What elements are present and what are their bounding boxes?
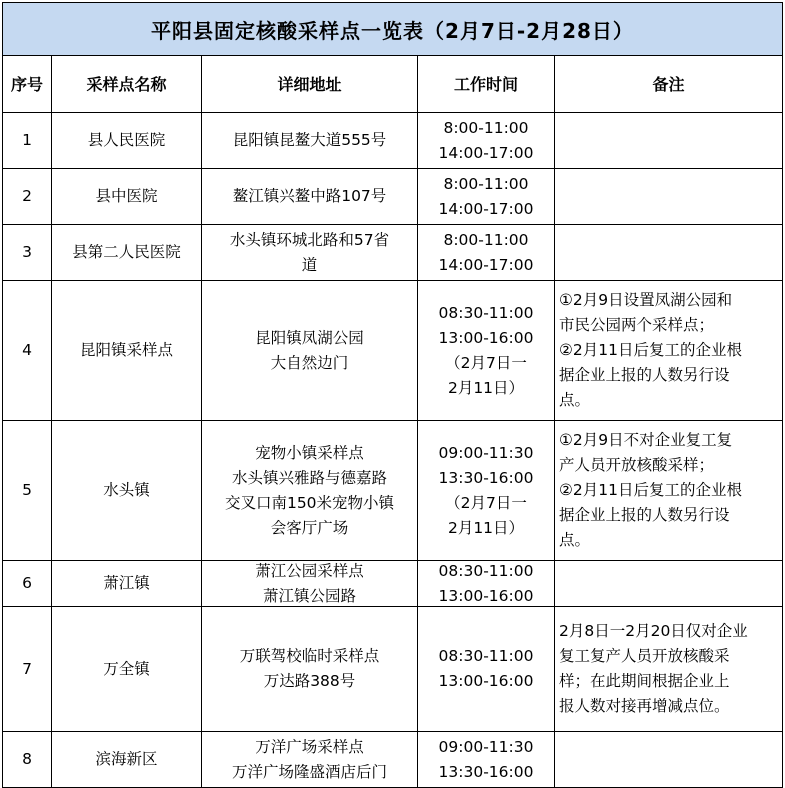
note-line: 产人员开放核酸采样；: [559, 456, 715, 474]
address-line: 万洋广场采样点: [255, 737, 364, 756]
note-line: 市民公园两个采样点；: [559, 316, 715, 334]
address-line: 萧江公园采样点: [255, 561, 364, 580]
site-notes: [555, 113, 783, 169]
address-line: 万洋广场隆盛酒店后门: [231, 762, 387, 781]
note-line: ①2月9日不对企业复工复: [559, 431, 733, 449]
work-hours: [418, 421, 555, 561]
table-row: [2, 169, 783, 225]
site-address: [202, 225, 418, 281]
address-line: 万联驾校临时采样点: [239, 647, 380, 665]
address-line: 萧江镇公园路: [262, 586, 356, 605]
table-title: 平阳县固定核酸采样点一览表（2月7日-2月28日）: [2, 2, 783, 56]
note-line: 样；在此期间根据企业上: [559, 672, 730, 690]
hours-line: 08:30-11:00: [438, 303, 534, 322]
hours-line: 8:00-11:00: [443, 174, 529, 193]
site-address: [202, 732, 418, 788]
address-line: 鳌江镇兴鳌中路107号: [232, 187, 387, 205]
header-notes: 备注: [555, 56, 783, 113]
site-address: [202, 113, 418, 169]
site-name: 万全镇: [52, 607, 202, 732]
note-line: 据企业上报的人数另行设: [559, 366, 730, 384]
hours-line: 2月11日）: [447, 518, 525, 537]
site-notes: [555, 281, 783, 421]
site-name: 水头镇: [52, 421, 202, 561]
hours-line: 13:30-16:00: [438, 468, 534, 487]
hours-line: 13:00-16:00: [438, 328, 534, 347]
row-number: 4: [2, 281, 52, 421]
site-name: 昆阳镇采样点: [52, 281, 202, 421]
work-hours: [418, 113, 555, 169]
hours-line: （2月7日一: [445, 353, 527, 372]
header-row: [2, 56, 783, 113]
site-name: 萧江镇: [52, 561, 202, 607]
work-hours: [418, 607, 555, 732]
hours-line: 09:00-11:30: [438, 737, 534, 756]
site-name: 县人民医院: [52, 113, 202, 169]
row-number: 1: [2, 113, 52, 169]
address-line: 万达路388号: [263, 672, 356, 690]
note-line: 2月8日一2月20日仅对企业: [559, 622, 748, 640]
row-number: 6: [2, 561, 52, 607]
site-notes: [555, 732, 783, 788]
note-line: 报人数对接再增减点位。: [559, 697, 730, 715]
hours-line: 14:00-17:00: [438, 255, 534, 274]
site-address: [202, 169, 418, 225]
address-line: 昆阳镇昆鳌大道555号: [232, 131, 387, 149]
header-name: 采样点名称: [52, 56, 202, 113]
hours-line: 8:00-11:00: [443, 230, 529, 249]
address-line: 宠物小镇采样点: [255, 443, 364, 462]
row-number: 7: [2, 607, 52, 732]
hours-line: 2月11日）: [447, 378, 525, 397]
row-number: 3: [2, 225, 52, 281]
note-line: 点。: [559, 531, 591, 549]
address-line: 昆阳镇凤湖公园: [255, 328, 364, 347]
address-line: 道: [301, 255, 318, 274]
hours-line: 13:00-16:00: [438, 672, 534, 690]
hours-line: 13:00-16:00: [438, 586, 534, 605]
work-hours: [418, 732, 555, 788]
work-hours: [418, 281, 555, 421]
address-line: 大自然边门: [270, 353, 349, 372]
site-notes: [555, 225, 783, 281]
site-address: [202, 281, 418, 421]
hours-line: 13:30-16:00: [438, 762, 534, 781]
hours-line: 8:00-11:00: [443, 118, 529, 137]
site-address: [202, 607, 418, 732]
table-row: [2, 732, 783, 788]
hours-line: （2月7日一: [445, 493, 527, 512]
hours-line: 14:00-17:00: [438, 143, 534, 162]
hours-line: 14:00-17:00: [438, 199, 534, 218]
note-line: 据企业上报的人数另行设: [559, 506, 730, 524]
site-address: [202, 421, 418, 561]
row-number: 2: [2, 169, 52, 225]
site-notes: [555, 169, 783, 225]
note-line: ②2月11日后复工的企业根: [559, 341, 742, 359]
hours-line: 09:00-11:30: [438, 443, 534, 462]
site-name: 县第二人民医院: [52, 225, 202, 281]
table-row: [2, 225, 783, 281]
note-line: 复工复产人员开放核酸采: [559, 647, 730, 665]
note-line: ①2月9日设置凤湖公园和: [559, 291, 733, 309]
row-number: 5: [2, 421, 52, 561]
address-line: 会客厅广场: [270, 518, 349, 537]
work-hours: [418, 225, 555, 281]
site-notes: [555, 421, 783, 561]
work-hours: [418, 561, 555, 607]
address-line: 水头镇兴雅路与德嘉路: [231, 468, 387, 487]
table-row: [2, 607, 783, 732]
site-address: [202, 561, 418, 607]
table-row: [2, 113, 783, 169]
note-line: ②2月11日后复工的企业根: [559, 481, 742, 499]
hours-line: 08:30-11:00: [438, 561, 534, 580]
site-name: 县中医院: [52, 169, 202, 225]
address-line: 水头镇环城北路和57省: [229, 230, 390, 249]
row-number: 8: [2, 732, 52, 788]
table-row: [2, 561, 783, 607]
table-row: [2, 281, 783, 421]
site-notes: [555, 607, 783, 732]
address-line: 交叉口南150米宠物小镇: [224, 493, 395, 512]
header-address: 详细地址: [202, 56, 418, 113]
hours-line: 08:30-11:00: [438, 647, 534, 665]
header-hours: 工作时间: [418, 56, 555, 113]
site-name: 滨海新区: [52, 732, 202, 788]
table-row: [2, 421, 783, 561]
work-hours: [418, 169, 555, 225]
note-line: 点。: [559, 391, 591, 409]
site-notes: [555, 561, 783, 607]
header-no: 序号: [2, 56, 52, 113]
